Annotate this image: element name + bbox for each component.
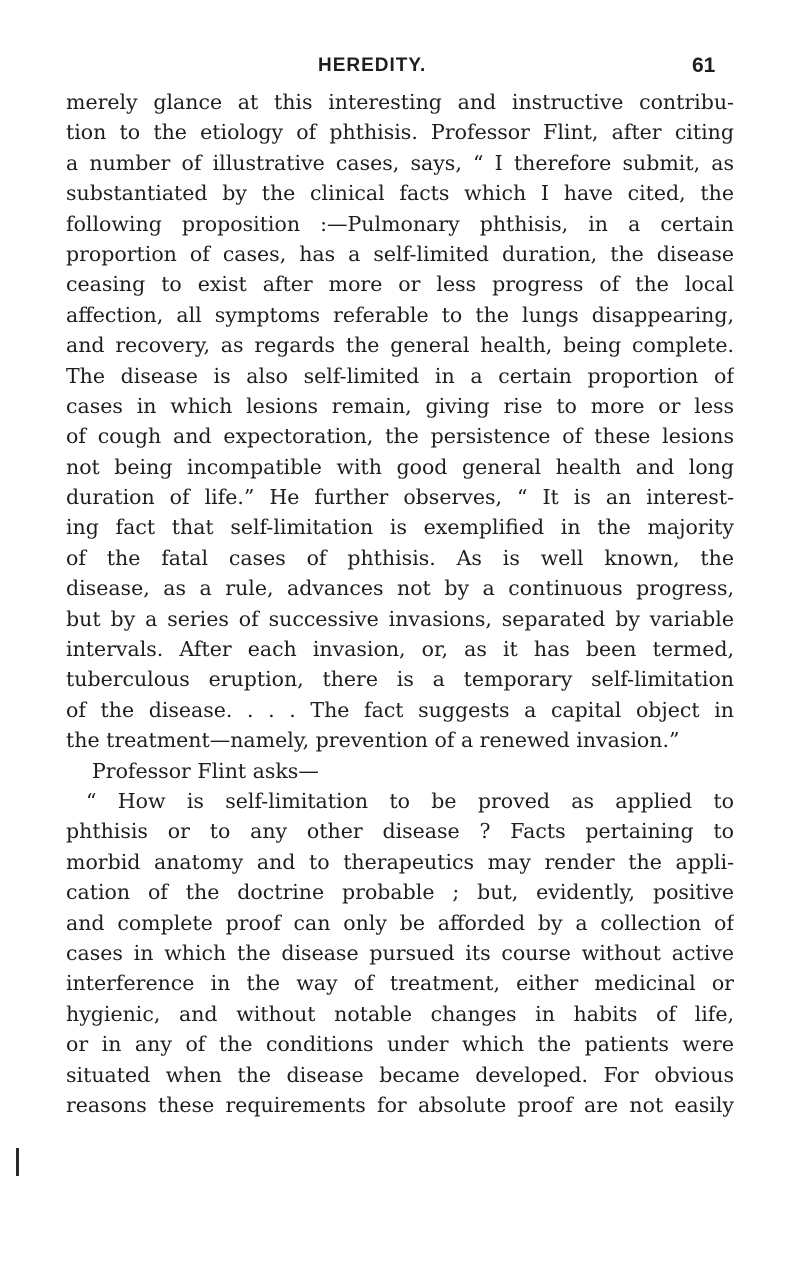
text-line: tuberculous eruption, there is a temporary self-limitation [66, 667, 734, 692]
text-line: ing fact that self-limitation is exemplified in the majority [66, 515, 734, 540]
text-line: Professor Flint asks— [92, 758, 319, 783]
text-line: phthisis or to any other disease ? Facts pertaining to [66, 819, 734, 844]
text-line: interference in the way of treatment, either medicinal or [66, 971, 734, 996]
page-header [0, 55, 800, 85]
text-line: substantiated by the clinical facts which I have cited, the [66, 181, 734, 206]
text-line: situated when the disease became developed. For obvious [66, 1062, 734, 1087]
text-line: “ How is self-limitation to be proved as applied to [86, 788, 734, 813]
text-line: or in any of the conditions under which the patients were [66, 1032, 734, 1057]
text-line: morbid anatomy and to therapeutics may render the appli- [66, 849, 734, 874]
text-line: tion to the etiology of phthisis. Professor Flint, after citing [66, 120, 734, 145]
text-line: of cough and expectoration, the persistence of these lesions [66, 424, 734, 449]
text-line: and complete proof can only be afforded by a collection of [66, 910, 734, 935]
body-text [66, 87, 734, 1120]
text-line: affection, all symptoms referable to the lungs disappearing, [66, 302, 734, 327]
text-line: cases in which lesions remain, giving rise to more or less [66, 393, 734, 418]
text-line: duration of life.” He further observes, “ It is an interest- [66, 485, 734, 510]
text-line: merely glance at this interesting and instructive contribu- [66, 90, 734, 114]
text-line: of the disease. . . . The fact suggests a capital object in [66, 697, 734, 722]
text-line: not being incompatible with good general health and long [66, 454, 734, 479]
running-title: HEREDITY. [318, 55, 427, 76]
text-line: the treatment—namely, prevention of a renewed invasion.” [66, 728, 680, 753]
text-line: cases in which the disease pursued its course without active [66, 940, 734, 965]
text-line: of the fatal cases of phthisis. As is well known, the [66, 545, 734, 570]
text-line: but by a series of successive invasions, separated by variable [66, 606, 734, 631]
text-line: a number of illustrative cases, says, “ I therefore submit, as [66, 150, 734, 175]
page-number: 61 [692, 54, 716, 77]
text-line: cation of the doctrine probable ; but, evidently, positive [66, 880, 734, 905]
text-line: ceasing to exist after more or less progress of the local [66, 272, 734, 297]
text-line: and recovery, as regards the general health, being complete. [66, 333, 734, 358]
margin-mark [16, 1148, 19, 1176]
text-line: following proposition :—Pulmonary phthisis, in a certain [66, 211, 734, 236]
text-line: intervals. After each invasion, or, as it has been termed, [66, 637, 734, 662]
text-line: hygienic, and without notable changes in habits of life, [66, 1001, 734, 1026]
text-line: disease, as a rule, advances not by a continuous progress, [66, 576, 734, 601]
text-line: reasons these requirements for absolute proof are not easily [66, 1092, 734, 1117]
text-line: proportion of cases, has a self-limited duration, the disease [66, 241, 734, 266]
text-line: The disease is also self-limited in a certain proportion of [66, 363, 734, 388]
